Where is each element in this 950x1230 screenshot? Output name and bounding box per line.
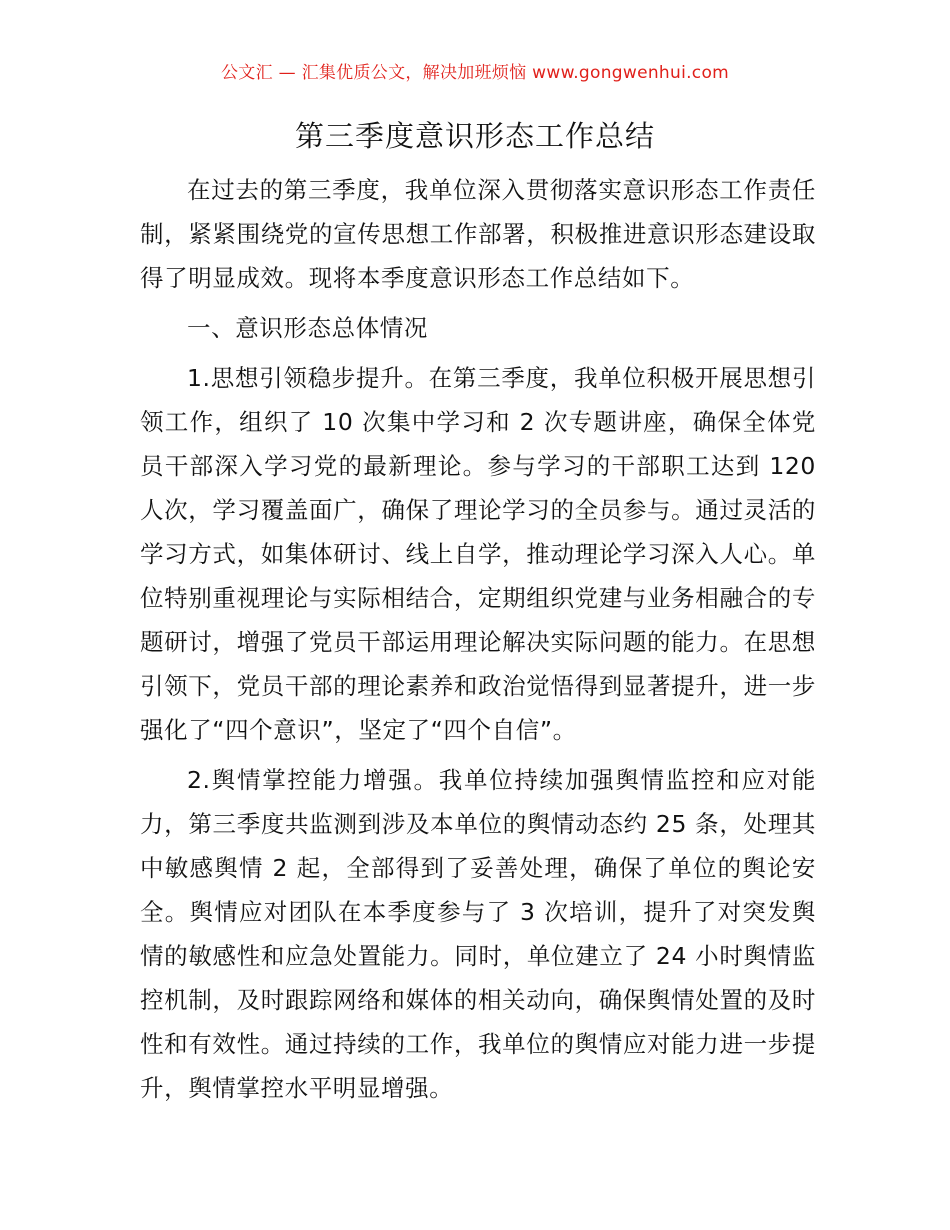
watermark-header: 公文汇 — 汇集优质公文，解决加班烦恼 www.gongwenhui.com <box>220 63 730 83</box>
intro-paragraph: 在过去的第三季度，我单位深入贯彻落实意识形态工作责任制，紧紧围绕党的宣传思想工作部署，积极推进意识形态建设取得了明显成效。现将本季度意识形态工作总结如下。 <box>140 176 816 292</box>
document-title: 第三季度意识形态工作总结 <box>294 119 655 153</box>
section-heading: 一、意识形态总体情况 <box>187 314 428 342</box>
document-body <box>140 168 816 1116</box>
item-paragraph-2: 2.舆情掌控能力增强。我单位持续加强舆情监控和应对能力，第三季度共监测到涉及本单位的舆情动态约 25 条，处理其中敏感舆情 2 起，全部得到了妥善处理，确保了单位的舆论安全。舆情应对团队在本季度参与了 3 次培训，提升了对突发舆情的敏感性和应急处置能力。同时，单位建立了 24 小时舆情监控机制，及时跟踪网络和媒体的相关动向，确保舆情处置的及时性和有效性。通过持续的工作，我单位的舆情应对能力进一步提升，舆情掌控水平明显增强。 <box>140 766 816 1102</box>
item-paragraph-1: 1.思想引领稳步提升。在第三季度，我单位积极开展思想引领工作，组织了 10 次集中学习和 2 次专题讲座，确保全体党员干部深入学习党的最新理论。参与学习的干部职工达到 120 人次，学习覆盖面广，确保了理论学习的全员参与。通过灵活的学习方式，如集体研讨、线上自学，推动理论学习深入人心。单位特别重视理论与实际相结合，定期组织党建与业务相融合的专题研讨，增强了党员干部运用理论解决实际问题的能力。在思想引领下，党员干部的理论素养和政治觉悟得到显著提升，进一步强化了“四个意识”，坚定了“四个自信”。 <box>140 364 816 744</box>
